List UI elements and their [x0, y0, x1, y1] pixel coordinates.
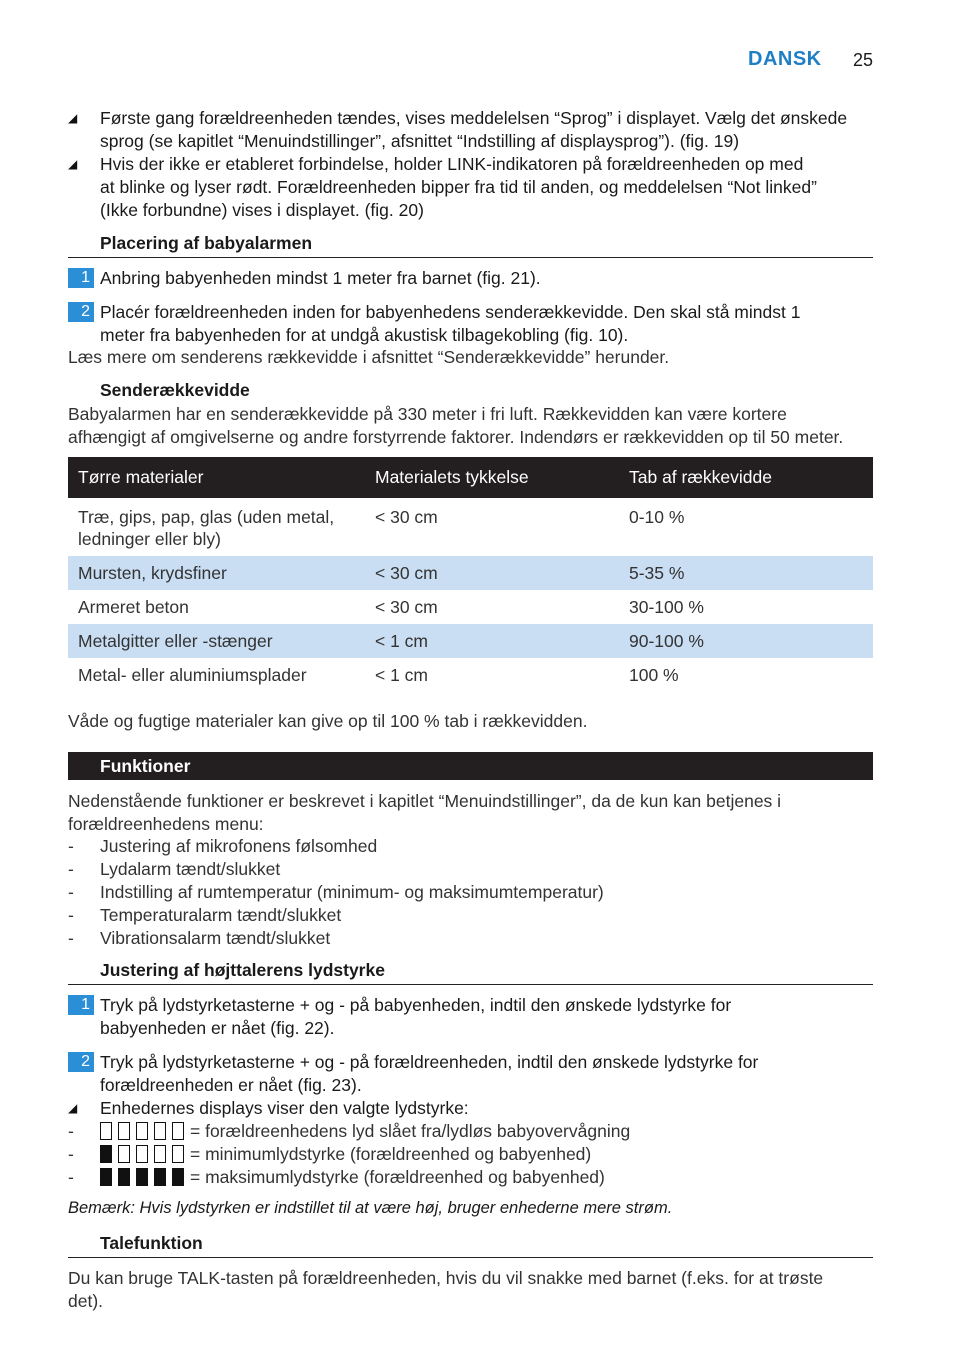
volume-bars-icon — [100, 1121, 190, 1141]
list-item: - Vibrationsalarm tændt/slukket — [68, 928, 331, 948]
bullet-icon: ◢ — [68, 157, 78, 171]
volume-bars-icon — [100, 1167, 190, 1187]
list-item: - Lydalarm tændt/slukket — [68, 859, 281, 879]
step-text: Anbring babyenheden mindst 1 meter fra barnet (fig. 21). — [100, 268, 541, 288]
table-cell: 5-35 % — [619, 556, 873, 590]
bullet-paragraph: Første gang forældreenheden tændes, vises meddelelsen “Sprog” i displayet. Vælg det ønskede sprog (se kapitlet “Menuindstillinger”, afsnittet “Indstilling af displaysprog”). (fig. 19) — [100, 108, 848, 151]
volume-segment — [100, 1168, 112, 1186]
table-cell: 100 % — [629, 665, 679, 685]
paragraph: Du kan bruge TALK-tasten på forældreenheden, hvis du vil snakke med barnet (f.eks. for at trøste det). — [68, 1268, 824, 1311]
section-heading: Senderækkevidde — [100, 380, 250, 400]
table-cell: Metal- eller aluminiumsplader — [78, 665, 307, 685]
range-table — [68, 457, 873, 692]
table-cell: < 1 cm — [365, 624, 619, 658]
volume-segment — [136, 1145, 148, 1163]
divider — [68, 984, 873, 985]
table-row — [68, 658, 873, 692]
volume-level-row: - = minimumlydstyrke (forældreenhed og babyenhed) — [68, 1144, 592, 1164]
table-cell: 90-100 % — [619, 624, 873, 658]
volume-level-row: - = maksimumlydstyrke (forældreenhed og babyenhed) — [68, 1167, 605, 1187]
table-cell: Armeret beton — [78, 597, 189, 617]
table-cell: Metalgitter eller -stænger — [68, 624, 365, 658]
step-number: 1 — [68, 995, 94, 1015]
section-heading: Talefunktion — [100, 1233, 203, 1253]
table-cell: 30-100 % — [629, 597, 704, 617]
step-number: 1 — [68, 268, 94, 288]
note-text: Læs mere om senderens rækkevidde i afsnittet “Senderækkevidde” herunder. — [68, 347, 670, 367]
table-header-row — [68, 457, 873, 498]
divider — [68, 1257, 873, 1258]
volume-segment — [118, 1122, 130, 1140]
volume-segment — [172, 1145, 184, 1163]
column-header: Tab af rækkevidde — [619, 457, 873, 498]
bullet-paragraph: Hvis der ikke er etableret forbindelse, holder LINK-indikatoren på forældreenheden op med at blinke og lyser rødt. Forældreenheden bipper fra tid til anden, og meddelelsen “Not linked” (Ikke forbundne) vises i displayet. (fig. 20) — [100, 154, 817, 220]
table-cell: < 30 cm — [375, 507, 438, 527]
table-cell: Mursten, krydsfiner — [68, 556, 365, 590]
divider — [68, 257, 873, 258]
volume-level-row: - = forældreenhedens lyd slået fra/lydløs babyovervågning — [68, 1121, 631, 1141]
volume-segment — [100, 1145, 112, 1163]
column-header: Materialets tykkelse — [365, 457, 619, 498]
table-cell: < 1 cm — [375, 665, 429, 685]
table-row — [68, 498, 873, 556]
dash-list — [68, 835, 604, 950]
paragraph: Babyalarmen har en senderækkevidde på 330 meter i fri luft. Rækkevidden kan være kortere afhængigt af omgivelserne og andre forstyrrende faktorer. Indendørs er rækkevidden op til 50 meter. — [68, 404, 844, 447]
table-cell: 0-10 % — [629, 507, 685, 527]
step-text: Tryk på lydstyrketasterne + og - på forældreenheden, indtil den ønskede lydstyrke for forældreenheden er nået (fig. 23). — [100, 1052, 759, 1095]
volume-segment — [172, 1168, 184, 1186]
bullet-icon: ◢ — [68, 1101, 78, 1115]
list-item: - Temperaturalarm tændt/slukket — [68, 905, 342, 925]
volume-segment — [154, 1145, 166, 1163]
volume-segment — [172, 1122, 184, 1140]
bullet-icon: ◢ — [68, 111, 78, 125]
step-text: Tryk på lydstyrketasterne + og - på babyenheden, indtil den ønskede lydstyrke for babyenheden er nået (fig. 22). — [100, 995, 732, 1038]
table-row — [68, 624, 873, 658]
table-row — [68, 556, 873, 590]
note-text: Bemærk: Hvis lydstyrken er indstillet til at være høj, bruger enhederne mere strøm. — [68, 1199, 673, 1217]
list-item: - Justering af mikrofonens følsomhed — [68, 836, 378, 856]
volume-segment — [154, 1122, 166, 1140]
volume-segment — [118, 1145, 130, 1163]
paragraph: Nedenstående funktioner er beskrevet i kapitlet “Menuindstillinger”, da de kun kan betjenes i forældreenhedens menu: — [68, 791, 782, 834]
volume-segment — [100, 1122, 112, 1140]
table-cell: Træ, gips, pap, glas (uden metal, ledninger eller bly) — [78, 507, 335, 549]
volume-segment — [118, 1168, 130, 1186]
page-number: 25 — [853, 50, 874, 70]
volume-segment — [136, 1168, 148, 1186]
table-cell: < 30 cm — [365, 556, 619, 590]
section-title: Funktioner — [100, 756, 191, 776]
bullet-text: Enhedernes displays viser den valgte lydstyrke: — [100, 1098, 469, 1118]
step-number: 2 — [68, 1052, 94, 1072]
section-heading: Placering af babyalarmen — [100, 233, 313, 253]
list-item: - Indstilling af rumtemperatur (minimum- og maksimumtemperatur) — [68, 882, 604, 902]
table-cell: < 30 cm — [375, 597, 438, 617]
table-row — [68, 590, 873, 624]
volume-bars-icon — [100, 1144, 190, 1164]
paragraph: Våde og fugtige materialer kan give op til 100 % tab i rækkevidden. — [68, 711, 588, 731]
step-text: Placér forældreenheden inden for babyenhedens senderækkevidde. Den skal stå mindst 1 meter fra babyenheden for at undgå akustisk tilbagekobling (fig. 10). — [100, 302, 801, 345]
volume-segment — [154, 1168, 166, 1186]
language-label: DANSK — [748, 48, 822, 70]
column-header: Tørre materialer — [68, 457, 365, 498]
volume-segment — [136, 1122, 148, 1140]
volume-level-list — [68, 1120, 630, 1189]
section-heading: Justering af højttalerens lydstyrke — [100, 960, 385, 980]
step-number: 2 — [68, 302, 94, 322]
